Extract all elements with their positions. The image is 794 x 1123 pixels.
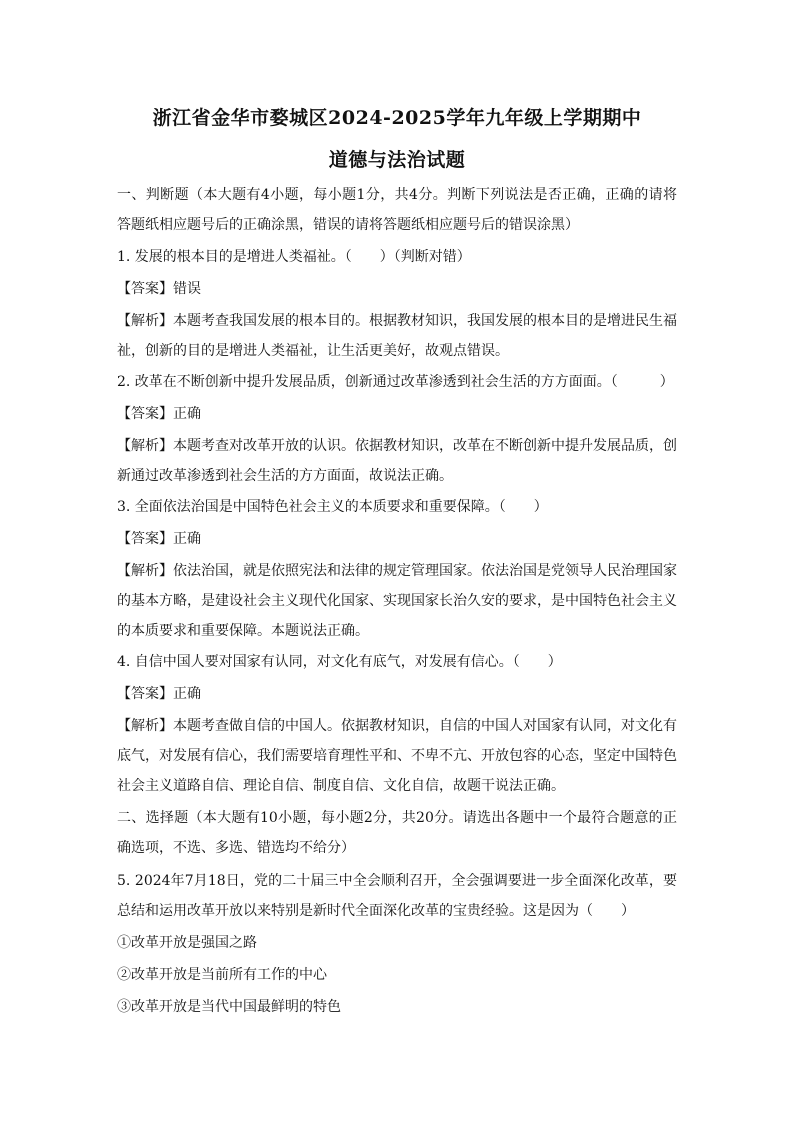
analysis-2-cont: 新通过改革渗透到社会生活的方方面面，故说法正确。 <box>117 468 453 484</box>
question-1: 1. 发展的根本目的是增进人类福祉。（ ）（判断对错） <box>117 249 471 265</box>
analysis-1: 【解析】本题考查我国发展的根本目的。根据教材知识，我国发展的根本目的是增进民生福 <box>117 313 677 329</box>
question-5-cont: 总结和运用改革开放以来特别是新时代全面深化改革的宝贵经验。这是因为（ ） <box>117 903 635 919</box>
answer-2: 【答案】正确 <box>117 406 201 422</box>
option-1: ①改革开放是强国之路 <box>117 935 257 951</box>
analysis-4-cont: 底气，对发展有信心，我们需要培育理性平和、不卑不亢、开放包容的心态，坚定中国特色 <box>117 748 677 764</box>
option-2: ②改革开放是当前所有工作的中心 <box>117 967 327 983</box>
question-4: 4. 自信中国人要对国家有认同，对文化有底气，对发展有信心。（ ） <box>117 654 562 670</box>
section-one-heading-cont: 答题纸相应题号后的正确涂黑，错误的请将答题纸相应题号后的错误涂黑） <box>117 217 579 233</box>
analysis-3-end: 的本质要求和重要保障。本题说法正确。 <box>117 623 369 639</box>
answer-1: 【答案】错误 <box>117 281 201 297</box>
analysis-4: 【解析】本题考查做自信的中国人。依据教材知识，自信的中国人对国家有认同，对文化有 <box>117 718 677 734</box>
answer-4: 【答案】正确 <box>117 686 201 702</box>
analysis-3: 【解析】依法治国，就是依照宪法和法律的规定管理国家。依法治国是党领导人民治理国家 <box>117 563 677 579</box>
analysis-1-cont: 祉，创新的目的是增进人类福祉，让生活更美好，故观点错误。 <box>117 343 509 359</box>
analysis-3-cont: 的基本方略，是建设社会主义现代化国家、实现国家长治久安的要求，是中国特色社会主义 <box>117 593 677 609</box>
section-two-heading: 二、选择题（本大题有10小题，每小题2分，共20分。请选出各题中一个最符合题意的正 <box>117 810 677 826</box>
question-5: 5. 2024年7月18日，党的二十届三中全会顺利召开，全会强调要进一步全面深化改革，要 <box>117 873 677 889</box>
section-one-heading: 一、判断题（本大题有4小题，每小题1分，共4分。判断下列说法是否正确，正确的请将 <box>117 187 677 203</box>
answer-3: 【答案】正确 <box>117 531 201 547</box>
document-subtitle: 道德与法治试题 <box>328 149 466 171</box>
analysis-4-end: 社会主义道路自信、理论自信、制度自信、文化自信，故题干说法正确。 <box>117 778 565 794</box>
question-3: 3. 全面依法治国是中国特色社会主义的本质要求和重要保障。（ ） <box>117 499 548 515</box>
analysis-2: 【解析】本题考查对改革开放的认识。依据教材知识，改革在不断创新中提升发展品质，创 <box>117 438 677 454</box>
document-title: 浙江省金华市婺城区2024-2025学年九年级上学期期中 <box>152 107 642 129</box>
section-two-heading-cont: 确选项，不选、多选、错选均不给分） <box>117 840 355 856</box>
question-2: 2. 改革在不断创新中提升发展品质，创新通过改革渗透到社会生活的方方面面。（ ） <box>117 374 674 390</box>
option-3: ③改革开放是当代中国最鲜明的特色 <box>117 999 341 1015</box>
